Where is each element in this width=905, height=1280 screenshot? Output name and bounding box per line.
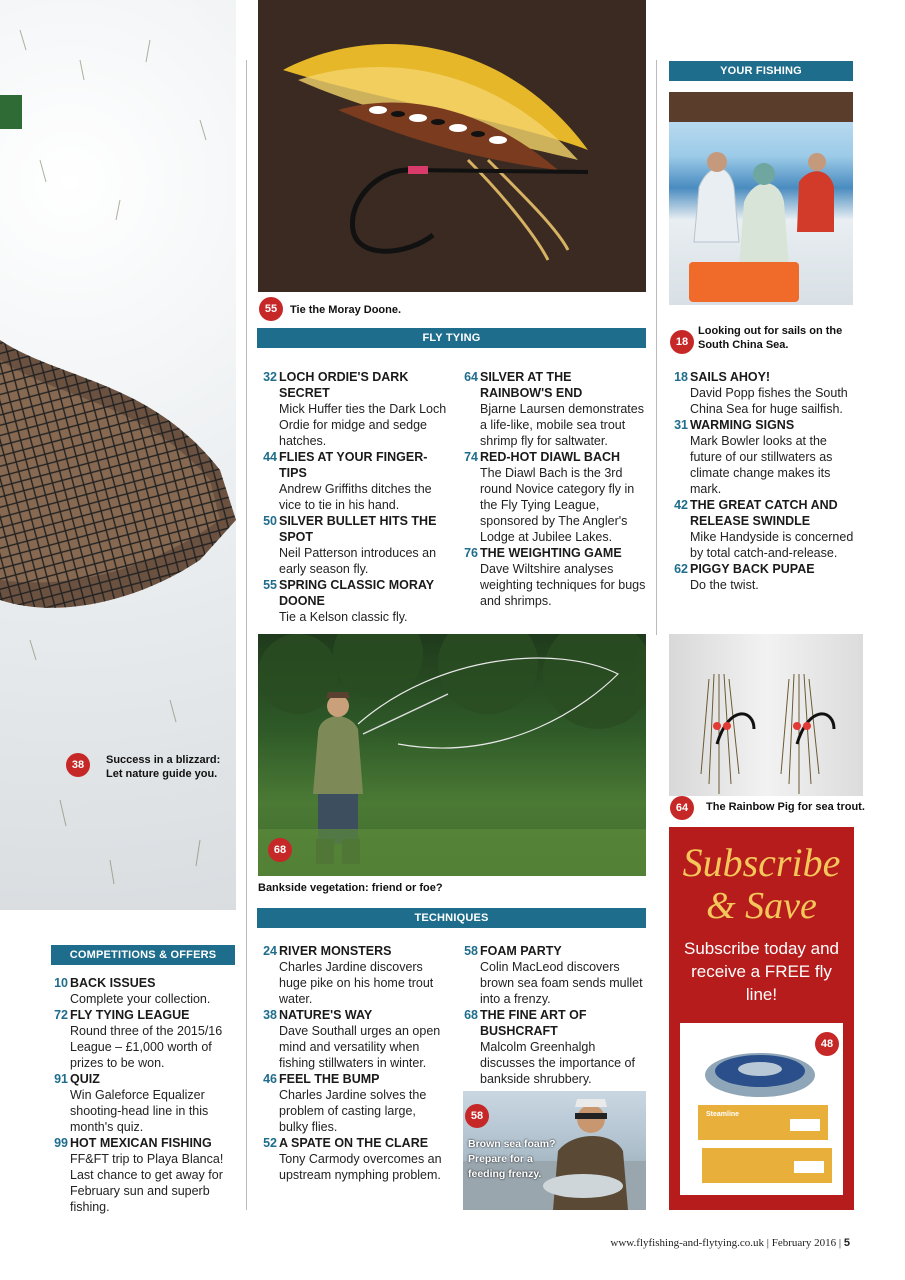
page-number: 52 (263, 1136, 277, 1150)
techniques-section-header: TECHNIQUES (257, 908, 646, 928)
moray-caption: Tie the Moray Doone. (290, 304, 402, 316)
article-title: FLIES AT YOUR FINGER-TIPS (279, 450, 428, 480)
article-desc: Do the twist. (690, 578, 759, 592)
toc-entry[interactable] (668, 497, 858, 561)
article-desc: Complete your collection. (70, 992, 211, 1006)
foam-caption: Brown sea foam? Prepare for a feeding frenzy. (468, 1138, 556, 1180)
toc-entry[interactable] (257, 369, 447, 449)
toc-entry[interactable] (458, 369, 646, 449)
article-title: RIVER MONSTERS (279, 944, 392, 958)
subscribe-body: Subscribe today and receive a FREE fly line! (684, 939, 839, 1004)
article-title: A SPATE ON THE CLARE (279, 1136, 429, 1150)
bankside-illustration (258, 634, 646, 876)
page-number: 44 (263, 450, 277, 464)
footer-page-number: 5 (843, 1237, 850, 1249)
toc-entry[interactable] (668, 369, 858, 417)
foam-page-badge: 58 (465, 1104, 489, 1128)
article-title: SILVER AT THE RAINBOW'S END (480, 370, 583, 400)
sails-page-badge: 18 (670, 330, 694, 354)
page-number: 46 (263, 1072, 277, 1086)
page-number: 99 (54, 1136, 68, 1150)
toc-entry[interactable] (257, 1135, 447, 1183)
subscribe-page-badge: 48 (815, 1032, 839, 1056)
toc-entry[interactable] (257, 1007, 447, 1071)
article-desc: Colin MacLeod discovers brown sea foam sends mullet into a frenzy. (480, 960, 643, 1006)
article-desc: Bjarne Laursen demonstrates a life-like, mobile sea trout shrimp fly for saltwater. (480, 402, 644, 448)
column-divider-right (656, 60, 657, 635)
toc-entry[interactable] (257, 513, 447, 577)
page-number: 74 (464, 450, 478, 464)
article-desc: Dave Southall urges an open mind and versatility when fishing stillwaters in winter. (279, 1024, 441, 1070)
page-number: 64 (464, 370, 478, 384)
rainbow-pig-page-badge: 64 (670, 796, 694, 820)
page-number: 55 (263, 578, 277, 592)
toc-entry[interactable] (668, 561, 858, 593)
moray-doone-fly-photo (258, 0, 646, 292)
save-headline: & Save (706, 885, 817, 927)
column-divider (246, 60, 247, 1210)
page-number: 32 (263, 370, 277, 384)
toc-entry[interactable] (48, 1007, 238, 1071)
article-desc: Charles Jardine solves the problem of casting large, bulky flies. (279, 1088, 427, 1134)
toc-entry[interactable] (458, 449, 646, 545)
toc-entry[interactable] (458, 545, 646, 609)
footer-site[interactable]: www.flyfishing-and-flytying.co.uk (610, 1237, 764, 1249)
your-fishing-column (668, 369, 858, 593)
subscribe-headline: Subscribe (682, 840, 841, 885)
fly-tying-right-column (458, 369, 646, 609)
article-title: WARMING SIGNS (690, 418, 795, 432)
article-title: FLY TYING LEAGUE (70, 1008, 190, 1022)
rainbow-pig-caption: The Rainbow Pig for sea trout. (706, 801, 865, 813)
article-title: SILVER BULLET HITS THE SPOT (279, 514, 437, 544)
article-title: FEEL THE BUMP (279, 1072, 380, 1086)
article-desc: Mark Bowler looks at the future of our stillwaters as climate change makes its mark. (690, 434, 833, 496)
article-title: THE FINE ART OF BUSHCRAFT (480, 1008, 587, 1038)
moray-page-badge: 55 (259, 297, 283, 321)
techniques-left-column (257, 943, 447, 1183)
article-title: HOT MEXICAN FISHING (70, 1136, 212, 1150)
toc-entry[interactable] (458, 943, 646, 1007)
article-desc: Neil Patterson introduces an early season fly. (279, 546, 437, 576)
subscribe-panel[interactable] (669, 827, 854, 1210)
fly-tying-section-header: FLY TYING (257, 328, 646, 348)
competitions-section-header: COMPETITIONS & OFFERS (51, 945, 235, 965)
toc-entry[interactable] (257, 1071, 447, 1135)
page-number: 91 (54, 1072, 68, 1086)
article-desc: David Popp fishes the South China Sea for huge sailfish. (690, 386, 848, 416)
article-title: RED-HOT DIAWL BACH (480, 450, 621, 464)
article-title: SPRING CLASSIC MORAY DOONE (279, 578, 434, 608)
article-desc: Win Galeforce Equalizer shooting-head line in this month's quiz. (70, 1088, 209, 1134)
toc-entry[interactable] (257, 449, 447, 513)
rainbow-pig-fly-photo (669, 634, 863, 796)
toc-entry[interactable] (257, 577, 447, 625)
page-number: 58 (464, 944, 478, 958)
article-desc: Dave Wiltshire analyses weighting techniques for bugs and shrimps. (480, 562, 646, 608)
article-desc: Mike Handyside is concerned by total catch-and-release. (690, 530, 854, 560)
page-number: 72 (54, 1008, 68, 1022)
toc-entry[interactable] (458, 1007, 646, 1087)
article-title: LOCH ORDIE'S DARK SECRET (279, 370, 409, 400)
article-desc: Charles Jardine discovers huge pike on his home trout water. (279, 960, 434, 1006)
toc-entry[interactable] (257, 943, 447, 1007)
article-title: QUIZ (70, 1072, 100, 1086)
page-number: 42 (674, 498, 688, 512)
page-number: 24 (263, 944, 277, 958)
twin-fly-illustration (669, 634, 863, 796)
boat-scene-illustration (669, 92, 853, 305)
sails-boat-photo (669, 92, 853, 305)
techniques-right-column (458, 943, 646, 1087)
page-number: 62 (674, 562, 688, 576)
article-title: PIGGY BACK PUPAE (690, 562, 815, 576)
fly-tying-left-column (257, 369, 447, 625)
product-box-label: Steamline (706, 1111, 740, 1118)
bankside-page-badge: 68 (268, 838, 292, 862)
article-title: THE GREAT CATCH AND RELEASE SWINDLE (690, 498, 838, 528)
page-number: 68 (464, 1008, 478, 1022)
article-desc: Malcolm Greenhalgh discusses the importance of bankside shrubbery. (480, 1040, 635, 1086)
competitions-column (48, 975, 238, 1215)
blizzard-caption: Success in a blizzard: Let nature guide you. (106, 754, 221, 780)
article-desc: Mick Huffer ties the Dark Loch Ordie for midge and sedge hatches. (279, 402, 447, 448)
footer-issue: February 2016 (771, 1237, 837, 1249)
article-desc: FF&FT trip to Playa Blanca! Last chance to get away for February sun and superb fishing. (70, 1152, 224, 1214)
article-desc: Tie a Kelson classic fly. (279, 610, 408, 624)
blizzard-page-badge: 38 (66, 753, 90, 777)
article-desc: Round three of the 2015/16 League – £1,000 worth of prizes to be won. (70, 1024, 223, 1070)
article-title: SAILS AHOY! (690, 370, 771, 384)
article-title: BACK ISSUES (70, 976, 156, 990)
toc-entry[interactable] (668, 417, 858, 497)
page-number: 18 (674, 370, 688, 384)
page-number: 50 (263, 514, 277, 528)
your-fishing-section-header: YOUR FISHING (669, 61, 853, 81)
salmon-fly-illustration (258, 0, 646, 292)
article-title: FOAM PARTY (480, 944, 562, 958)
toc-entry[interactable] (48, 1071, 238, 1135)
page-number: 31 (674, 418, 688, 432)
page-footer: www.flyfishing-and-flytying.co.uk | February 2016 | 5 (610, 1237, 850, 1249)
article-desc: The Diawl Bach is the 3rd round Novice category fly in the Fly Tying League, sponsored by The Angler's Lodge at Jubilee Lakes. (480, 466, 635, 544)
article-desc: Andrew Griffiths ditches the vice to tie in his hand. (279, 482, 432, 512)
article-title: THE WEIGHTING GAME (480, 546, 622, 560)
toc-entry[interactable] (48, 1135, 238, 1215)
toc-entry[interactable] (48, 975, 238, 1007)
foam-mullet-photo (463, 1091, 646, 1210)
page-number: 10 (54, 976, 68, 990)
page-number: 38 (263, 1008, 277, 1022)
page-number: 76 (464, 546, 478, 560)
bankside-caption: Bankside vegetation: friend or foe? (258, 882, 443, 894)
sails-caption: Looking out for sails on the South China Sea. (698, 325, 843, 351)
article-desc: Tony Carmody overcomes an upstream nymphing problem. (279, 1152, 442, 1182)
bankside-angler-photo (258, 634, 646, 876)
article-title: NATURE'S WAY (279, 1008, 373, 1022)
